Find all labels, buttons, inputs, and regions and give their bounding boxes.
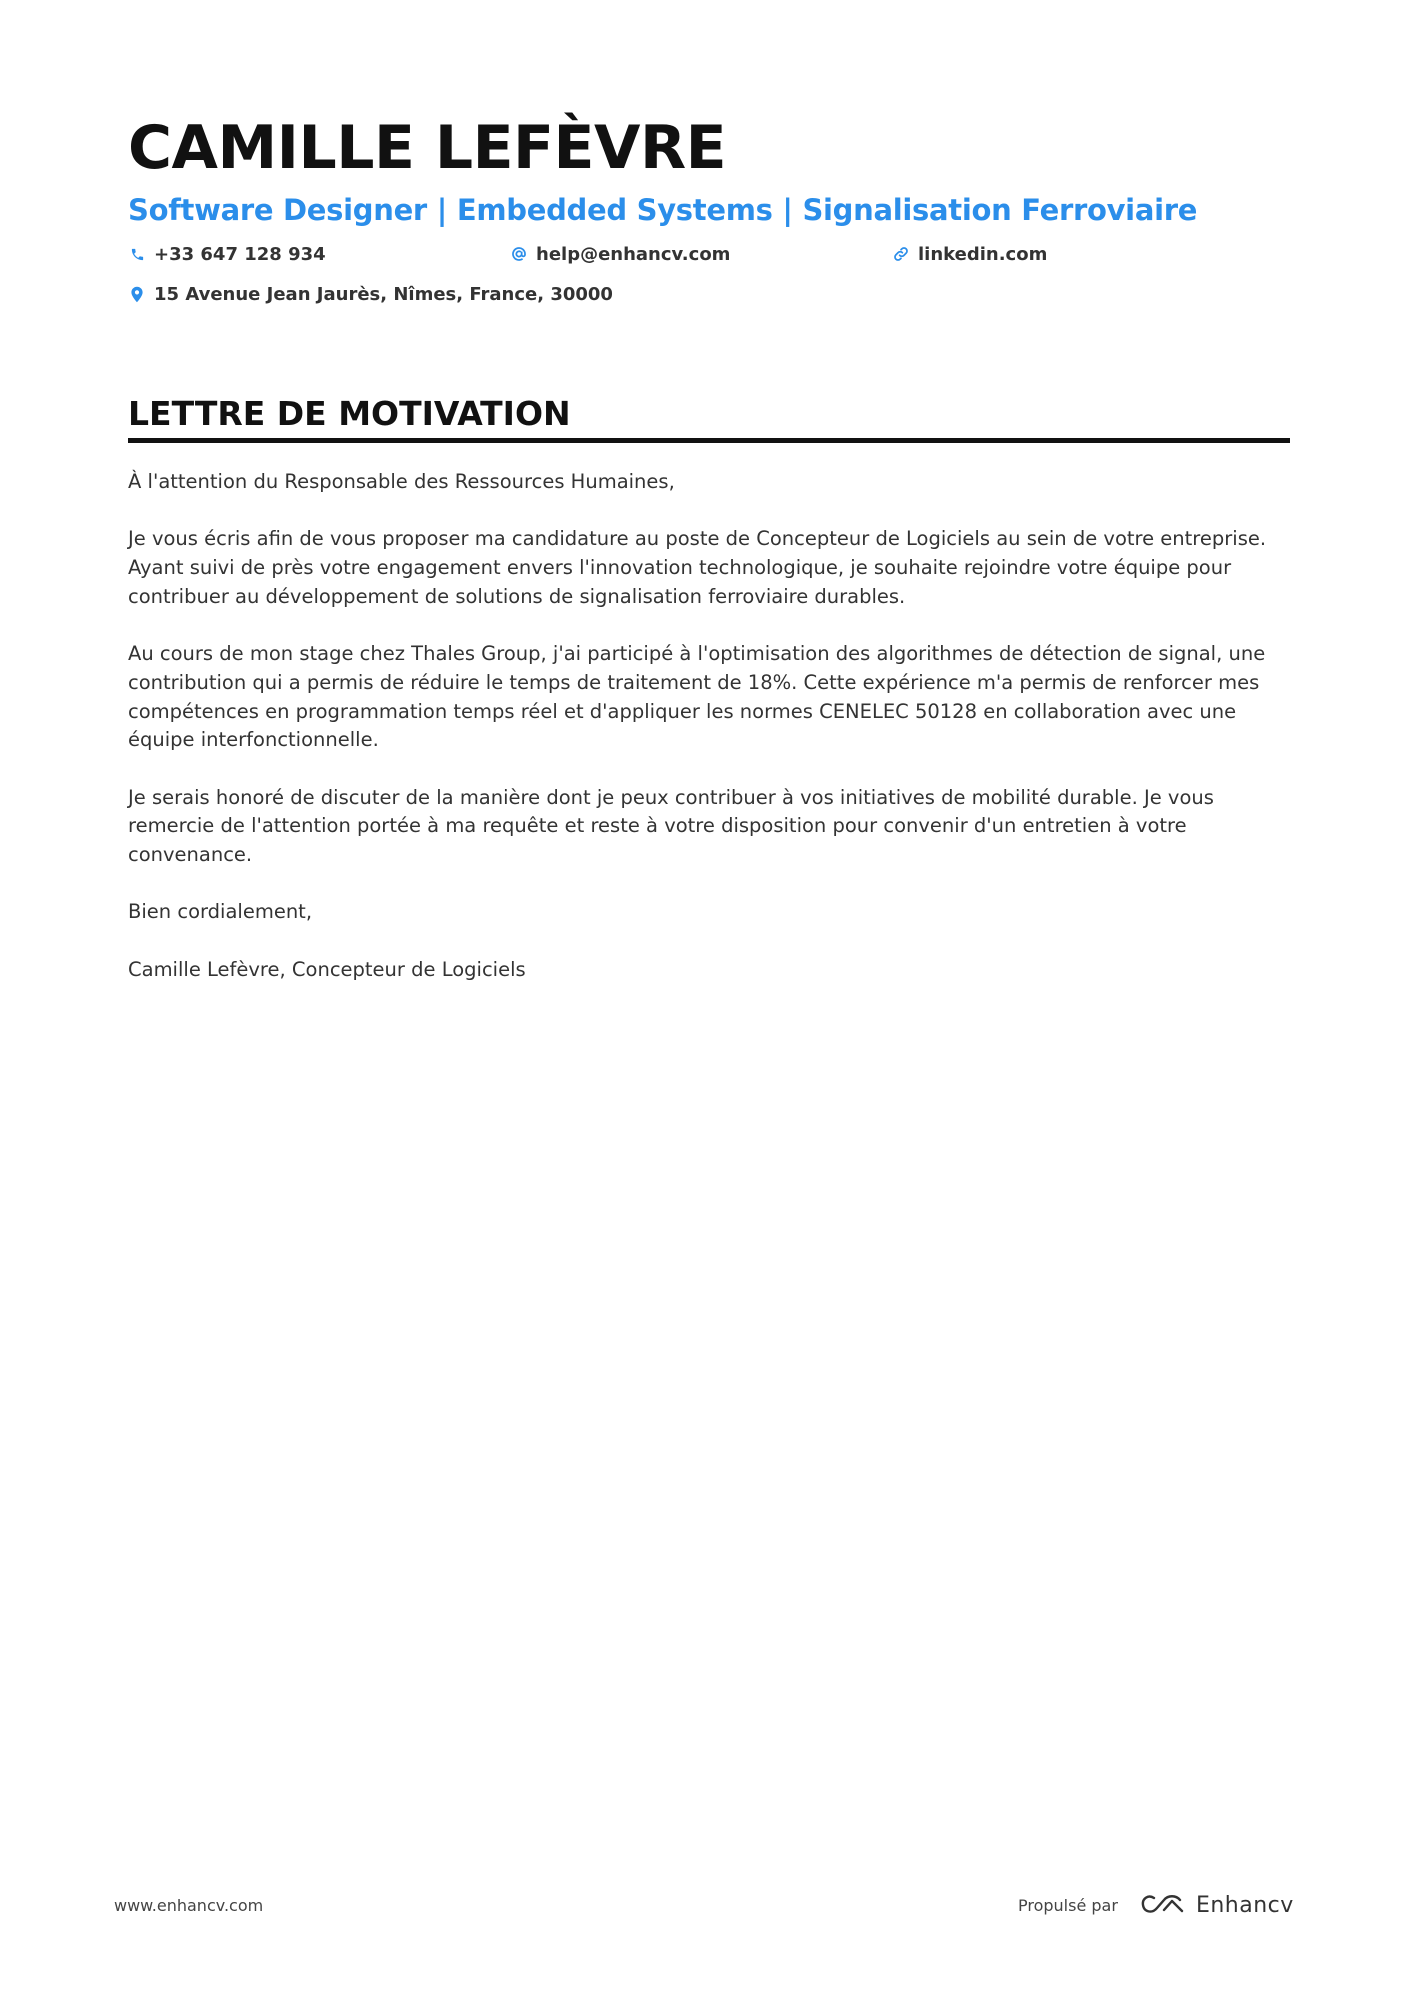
- section-title: LETTRE DE MOTIVATION: [128, 394, 571, 433]
- powered-by[interactable]: [1018, 1892, 1294, 1918]
- candidate-headline: Software Designer | Embedded Systems | Signalisation Ferroviaire: [128, 193, 1198, 227]
- letter-paragraph-3: [128, 784, 1308, 870]
- powered-by-label: Propulsé par: [1018, 1895, 1118, 1915]
- candidate-name: CAMILLE LEFÈVRE: [128, 113, 727, 183]
- paragraph-line: compétences en programmation temps réel et d'appliquer les normes CENELEC 50128 en collaboration avec une: [128, 699, 1237, 723]
- brand-logo: [1140, 1892, 1294, 1918]
- paragraph-line: contribuer au développement de solutions de signalisation ferroviaire durables.: [128, 584, 906, 608]
- contact-email[interactable]: [510, 240, 730, 268]
- letter-paragraph-2: [128, 640, 1308, 755]
- paragraph-line: Ayant suivi de près votre engagement envers l'innovation technologique, je souhaite rejoindre votre équipe pour: [128, 556, 1232, 580]
- contact-phone-text: +33 647 128 934: [154, 243, 326, 265]
- contact-linkedin[interactable]: [892, 240, 1047, 268]
- paragraph-line: Je vous écris afin de vous proposer ma candidature au poste de Concepteur de Logiciels au sein de votre entreprise.: [128, 527, 1267, 551]
- paragraph-line: Je serais honoré de discuter de la manière dont je peux contribuer à vos initiatives de mobilité durable. Je vous: [128, 785, 1214, 809]
- section-divider: [128, 438, 1290, 443]
- footer-website-link[interactable]: www.enhancv.com: [114, 1896, 264, 1915]
- paragraph-line: Au cours de mon stage chez Thales Group, j'ai participé à l'optimisation des algorithmes de détection de signal, une: [128, 642, 1266, 666]
- link-icon: [892, 245, 910, 263]
- contact-address-text: 15 Avenue Jean Jaurès, Nîmes, France, 30000: [154, 283, 613, 305]
- at-icon: [510, 245, 528, 263]
- letter-salutation: À l'attention du Responsable des Ressources Humaines,: [128, 470, 675, 493]
- brand-name: Enhancv: [1195, 1892, 1294, 1918]
- paragraph-line: convenance.: [128, 843, 253, 867]
- paragraph-line: équipe interfonctionnelle.: [128, 728, 379, 752]
- letter-closing: Bien cordialement,: [128, 900, 313, 924]
- phone-icon: [128, 245, 146, 263]
- contact-phone: [128, 240, 326, 268]
- contact-linkedin-text: linkedin.com: [918, 243, 1048, 265]
- enhancv-logo-icon: [1140, 1892, 1186, 1918]
- letter-signature: Camille Lefèvre, Concepteur de Logiciels: [128, 957, 526, 981]
- letter-paragraph-1: [128, 525, 1308, 611]
- paragraph-line: remercie de l'attention portée à ma requête et reste à votre disposition pour convenir d'un entretien à votre: [128, 814, 1187, 838]
- contact-email-text: help@enhancv.com: [536, 243, 731, 265]
- location-pin-icon: [128, 285, 146, 303]
- contact-address: [128, 280, 613, 308]
- letter-body: [128, 468, 1308, 1013]
- paragraph-line: contribution qui a permis de réduire le temps de traitement de 18%. Cette expérience m'a permis de renforcer mes: [128, 670, 1260, 694]
